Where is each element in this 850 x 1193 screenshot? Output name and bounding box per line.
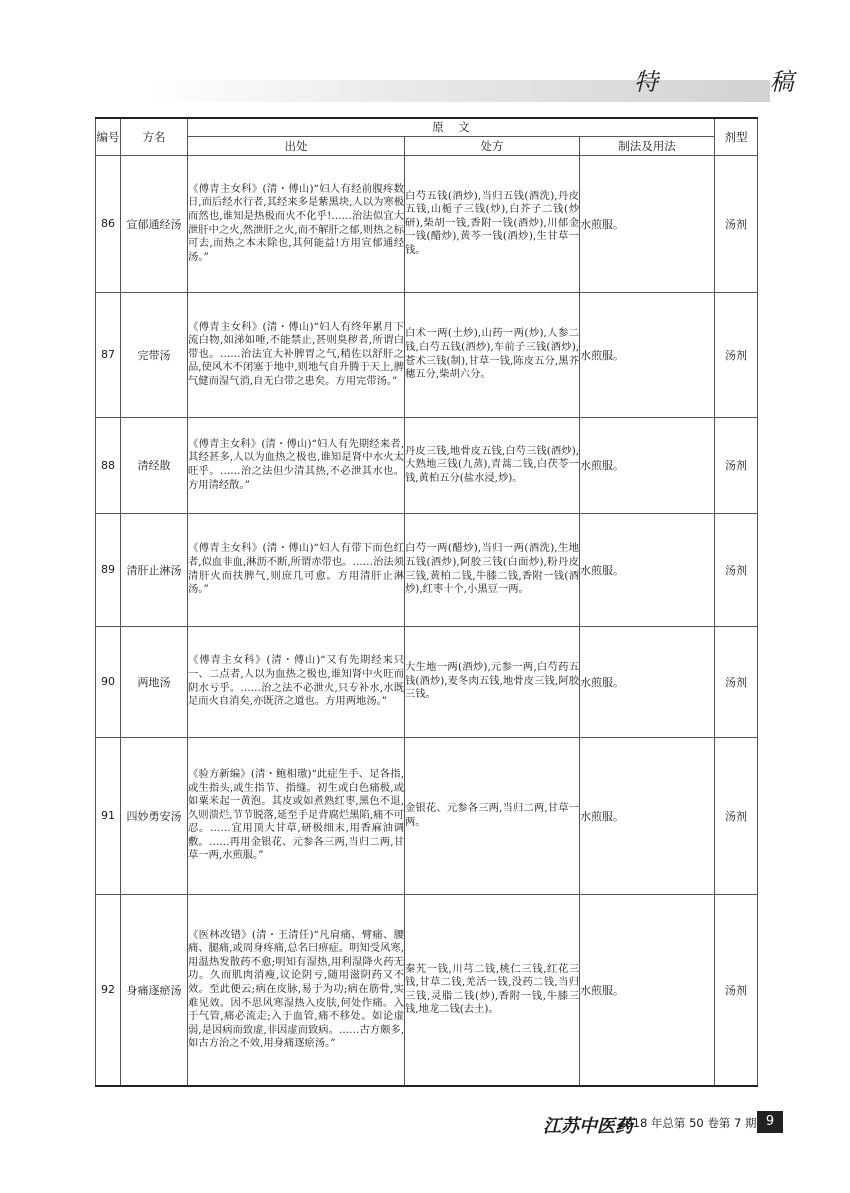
- prescription-text: 大生地一两(酒炒),元参一两,白芍药五钱(酒炒),麦冬肉五钱,地骨皮三钱,阿胶三钱。: [405, 626, 580, 737]
- source-text: 《验方新编》(清・鲍相璈)“此症生手、足各指,或生指头,或生指节、指缝。初生或白色痛极,或如粟米起一黄泡。其皮或如煮熟红枣,黑色不退,久则溃烂,节节脱落,延至手足背腐烂黑陷,痛不可忍。……宜用顶大甘草,研极细末,用香麻油调敷。……再用金银花、元参各三两,当归二两,甘草一两,水煎服。”: [188, 737, 405, 894]
- formula-name: 清经散: [121, 417, 188, 513]
- header-source: 出处: [188, 136, 405, 155]
- header-form: 剂型: [715, 118, 758, 155]
- table-row: [96, 626, 758, 737]
- form-text: 汤剂: [715, 894, 758, 1086]
- formula-name: 完带汤: [121, 292, 188, 417]
- table-row: [96, 737, 758, 894]
- source-text: 《傅青主女科》(清・傅山)“妇人有带下而色红者,似血非血,淋沥不断,所谓赤带也。……治法须清肝火而扶脾气,则庶几可愈。方用清肝止淋汤。”: [188, 513, 405, 626]
- header-original: 原 文: [188, 118, 715, 136]
- source-text: 《傅青主女科》(清・傅山)“妇人有先期经来者,其经甚多,人以为血热之极也,谁知是肾中水火太旺乎。……治之法但少清其热,不必泄其水也。方用清经散。”: [188, 417, 405, 513]
- row-number: 91: [96, 737, 121, 894]
- row-number: 88: [96, 417, 121, 513]
- row-number: 89: [96, 513, 121, 626]
- row-number: 90: [96, 626, 121, 737]
- issue-info: 2018 年总第 50 卷第 7 期: [618, 1116, 757, 1130]
- row-number: 86: [96, 155, 121, 292]
- formula-name: 身痛逐瘀汤: [121, 894, 188, 1086]
- table-row: [96, 513, 758, 626]
- table-row: [96, 417, 758, 513]
- header-prescription: 处方: [405, 136, 580, 155]
- form-text: 汤剂: [715, 292, 758, 417]
- prescription-text: 丹皮三钱,地骨皮五钱,白芍三钱(酒炒),大熟地三钱(九蒸),青蒿二钱,白茯苓一钱,黄柏五分(盐水浸,炒)。: [405, 417, 580, 513]
- header-name: 方名: [121, 118, 188, 155]
- form-text: 汤剂: [715, 626, 758, 737]
- method-text: 水煎服。: [580, 737, 715, 894]
- form-text: 汤剂: [715, 513, 758, 626]
- prescription-text: 金银花、元参各三两,当归二两,甘草一两。: [405, 737, 580, 894]
- formula-name: 宣郁通经汤: [121, 155, 188, 292]
- method-text: 水煎服。: [580, 417, 715, 513]
- row-number: 92: [96, 894, 121, 1086]
- form-text: 汤剂: [715, 737, 758, 894]
- header-method: 制法及用法: [580, 136, 715, 155]
- formula-name: 清肝止淋汤: [121, 513, 188, 626]
- table-row: [96, 155, 758, 292]
- page-number: 9: [757, 1111, 783, 1133]
- formula-name: 四妙勇安汤: [121, 737, 188, 894]
- prescription-text: 白芍一两(醋炒),当归一两(酒洗),生地五钱(酒炒),阿胶三钱(白面炒),粉丹皮三钱,黄柏二钱,牛膝二钱,香附一钱(酒炒),红枣十个,小黑豆一两。: [405, 513, 580, 626]
- row-number: 87: [96, 292, 121, 417]
- source-text: 《傅青主女科》(清・傅山)“又有先期经来只一、二点者,人以为血热之极也,谁知肾中火旺而阴水亏乎。……治之法不必泄火,只专补水,水既足而火自消矣,亦既济之道也。方用两地汤。”: [188, 626, 405, 737]
- prescription-text: 白芍五钱(酒炒),当归五钱(酒洗),丹皮五钱,山栀子三钱(炒),白芥子二钱(炒研),柴胡一钱,香附一钱(酒炒),川郁金一钱(醋炒),黄芩一钱(酒炒),生甘草一钱。: [405, 155, 580, 292]
- source-text: 《医林改错》(清・王清任)“凡肩痛、臂痛、腰痛、腿痛,或周身疼痛,总名曰痹症。明知受风寒,用温热发散药不愈;明知有湿热,用利湿降火药无功。久而肌肉消瘦,议论阴亏,随用滋阴药又不效。至此便云;病在皮脉,易于为功;病在筋骨,实难见效。因不思风寒湿热入皮肤,何处作痛。入于气管,痛必流走;入于血管,痛不移处。如论虚弱,是因病而致虚,非因虚而致病。……古方颇多,如古方治之不效,用身痛逐瘀汤。”: [188, 894, 405, 1086]
- form-text: 汤剂: [715, 417, 758, 513]
- formula-table: [95, 117, 758, 1087]
- source-text: 《傅青主女科》(清・傅山)“妇人有经前腹疼数日,而后经水行者,其经来多是紫黑块,人以为寒极而然也,谁知是热极而火不化乎!……治法似宜大泄肝中之火,然泄肝之火,而不解肝之郁,则热之标可去,而热之本未除也,其何能益!方用宣郁通经汤。”: [188, 155, 405, 292]
- prescription-text: 白术一两(土炒),山药一两(炒),人参二钱,白芍五钱(酒炒),车前子三钱(酒炒),苍术三钱(制),甘草一钱,陈皮五分,黑芥穗五分,柴胡六分。: [405, 292, 580, 417]
- table-row: [96, 894, 758, 1086]
- method-text: 水煎服。: [580, 292, 715, 417]
- method-text: 水煎服。: [580, 626, 715, 737]
- section-title: 特 稿: [634, 68, 846, 96]
- journal-logo: 江苏中医药: [543, 1116, 633, 1137]
- table-row: [96, 292, 758, 417]
- header-number: 编号: [96, 118, 121, 155]
- form-text: 汤剂: [715, 155, 758, 292]
- method-text: 水煎服。: [580, 513, 715, 626]
- prescription-text: 秦艽一钱,川芎二钱,桃仁三钱,红花三钱,甘草二钱,羌活一钱,没药二钱,当归三钱,灵脂二钱(炒),香附一钱,牛膝三钱,地龙二钱(去土)。: [405, 894, 580, 1086]
- method-text: 水煎服。: [580, 155, 715, 292]
- source-text: 《傅青主女科》(清・傅山)“妇人有终年累月下流白物,如涕如唾,不能禁止,甚则臭秽者,所谓白带也。……治法宜大补脾胃之气,稍佐以舒肝之品,使风木不闭塞于地中,则地气自升腾于天上,脾气健而湿气消,自无白带之患矣。方用完带汤。”: [188, 292, 405, 417]
- method-text: 水煎服。: [580, 894, 715, 1086]
- formula-name: 两地汤: [121, 626, 188, 737]
